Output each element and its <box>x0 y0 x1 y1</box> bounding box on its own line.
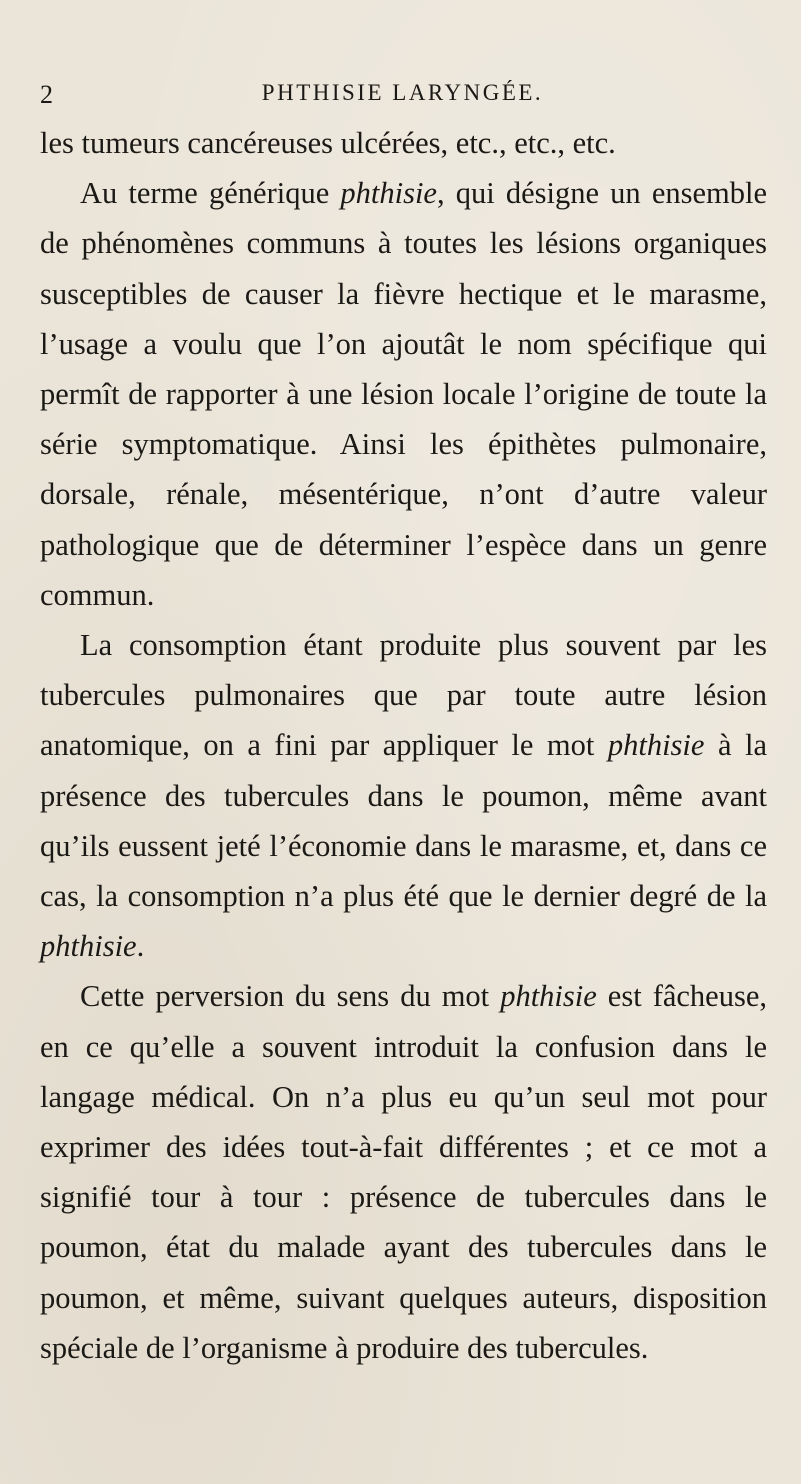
text-run: Au terme générique <box>80 176 341 211</box>
paragraph <box>40 168 767 620</box>
italic-term: phthisie <box>500 979 597 1014</box>
text-run: Cette perversion du sens du mot <box>80 979 501 1014</box>
italic-term: phthisie <box>340 176 437 211</box>
italic-term: phthisie <box>607 728 705 763</box>
text-run: La consomption étant produite plus souvent par les tubercules pulmonaires que par toute autre lésion anatomique, on a fini par appliquer le mot <box>40 628 767 763</box>
paragraph <box>40 620 767 971</box>
page-header <box>40 80 765 112</box>
text-run: à la présence des tubercules dans le poumon, même avant qu’ils eussent jeté l’économie dans le marasme, et, dans ce cas, la consomption n’a plus été que le dernier degré de la <box>40 728 767 914</box>
italic-term: phthisie <box>40 929 137 964</box>
paragraph <box>40 971 767 1373</box>
body-text <box>40 118 767 1373</box>
text-run: les tumeurs cancéreuses ulcérées, etc., etc., etc. <box>40 126 616 160</box>
paragraph <box>40 118 767 168</box>
text-run: est fâcheuse, en ce qu’elle a souvent introduit la confusion dans le langage médical. On n’a plus eu qu’un seul mot pour exprimer des idées tout-à-fait différentes ; et ce mot a signifié tour à tour : présence de tubercules dans le poumon, état du malade ayant des tubercules dans le poumon, et même, suivant quelques auteurs, disposition spéciale de l’organisme à produire des tubercules. <box>40 979 767 1365</box>
page-number: 2 <box>40 80 54 109</box>
text-run: . <box>136 929 145 964</box>
running-head: PHTHISIE LARYNGÉE. <box>261 80 544 105</box>
text-run: , qui désigne un ensemble de phénomènes communs à toutes les lésions organiques susceptibles de causer la fièvre hectique et le marasme, l’usage a voulu que l’on ajoutât le nom spécifique qui permît de rapporter à une lésion locale l’origine de toute la série symptomatique. Ainsi les épithètes pulmonaire, dorsale, rénale, mésentérique, n’ont d’autre valeur pathologique que de déterminer l’espèce dans un genre commun. <box>40 176 768 612</box>
